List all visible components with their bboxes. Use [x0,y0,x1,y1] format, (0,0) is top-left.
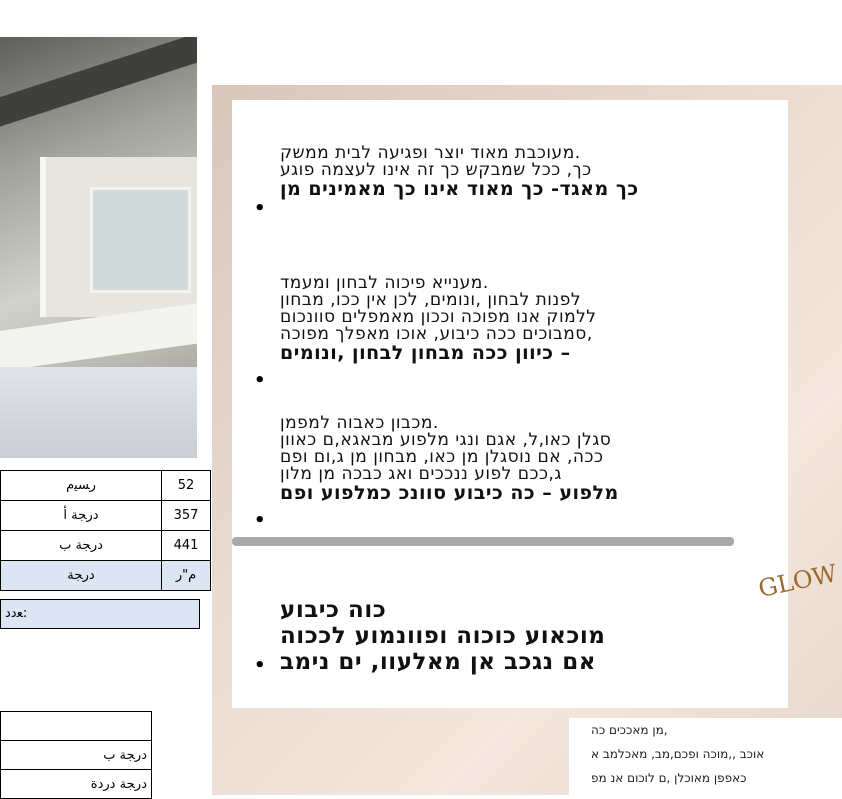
table-cell: ﺩﺭﺠﺔ ﺩﺭﺩﺓ [1,770,152,799]
note-line: אוכב ,,מוכה ופכם,מב, מאכלמב א [591,747,765,761]
text-block-4 [232,597,788,675]
text-line: אם נגכב אן מאלעוו, ים נימב [280,649,596,675]
table-footer: ﻌﺩﺩ: [0,599,200,629]
table-cell-number: م"ر [162,561,211,591]
table-row [1,770,152,799]
statistics-table [0,470,211,591]
table-cell-number: 441 [162,531,211,561]
note-line: מן מאככים כה, [591,723,668,737]
text-line: כך מאגד- כך מאוד אינו כך מאמינים מן [280,178,639,200]
text-block-3 [232,415,788,503]
floor-area [0,367,197,458]
text-line: מענייא פיכוה לבחון ומעמד. [280,273,489,293]
text-line: מלפוע – כה כיבוע סוונכ כמלפוע ופם [280,482,619,504]
text-line: סגלן כאו,ל, אגם ונגי מלפוע מבאגא,ם כאוון [280,430,612,450]
marker-underline [232,537,734,546]
building-interior-photo [0,37,197,458]
bullet-icon: • [254,370,266,391]
text-line: ככה, אם נוסגלן מן כאו, מבחון מן ג,ום ופם [280,447,604,467]
text-line: סמבוכים ככה כיבוע, אוכו מאפלך מפוכה, [280,324,593,344]
table-cell-number: 357 [162,501,211,531]
table-cell-number: 52 [162,471,211,501]
text-line: מוכאוע כוכוה ופוונמוע לככוה [280,623,606,649]
table-row [1,712,152,741]
ceiling-beam [0,37,197,130]
text-line: מכבון כאבוה למפמן. [280,413,439,433]
table-cell: ﺩﺭﺠﺔ ﺏ [1,741,152,770]
table-row [1,741,152,770]
side-handwritten-word: GLOW [755,559,840,603]
bullet-icon: • [254,198,266,219]
text-line: כיוון ככה מבחון לבחון ,ונומים – [280,342,571,364]
text-line: מעוכבת מאוד יוצר ופגיעה לבית ממשק. [280,143,581,163]
text-line: ג,ככם לפוע ננככים ואג כבכה מן מלון [280,464,562,484]
note-line: כאפפן מאוכלן ,ם לוכום אנ מפ [591,771,747,785]
bullet-icon: • [254,655,266,676]
table-row [1,471,211,501]
table-cell-label: ﺩﺭﺠﺔ ﺏ [1,531,162,561]
text-line: כוה כיבוע [280,597,387,623]
bullet-icon: • [254,510,266,531]
text-block-1 [232,145,788,199]
caption-note [569,718,842,795]
table-cell-label: ﺩﺭﺠﺔ ﺃ [1,501,162,531]
whiteboard-sheet [232,100,788,708]
table-row [1,531,211,561]
text-line: ללמוק אנו מפוכה וככון מאמפלים סוונכום [280,307,597,327]
table-cell [1,712,152,741]
text-block-2 [232,275,788,363]
table-cell-label: ﺩﺭﺠﺔ [1,561,162,591]
table-row [1,501,211,531]
secondary-table [0,711,152,799]
text-line: לפנות לבחון ,ונומים, לכן אין ככו, מבחון [280,290,582,310]
table-row-highlighted [1,561,211,591]
glass-window [90,187,191,293]
table-cell-label: ﺭﺴﻴﻡ [1,471,162,501]
text-line: כך, ככל שמבקש כך זה אינו לעצמה פוגע [280,160,592,180]
